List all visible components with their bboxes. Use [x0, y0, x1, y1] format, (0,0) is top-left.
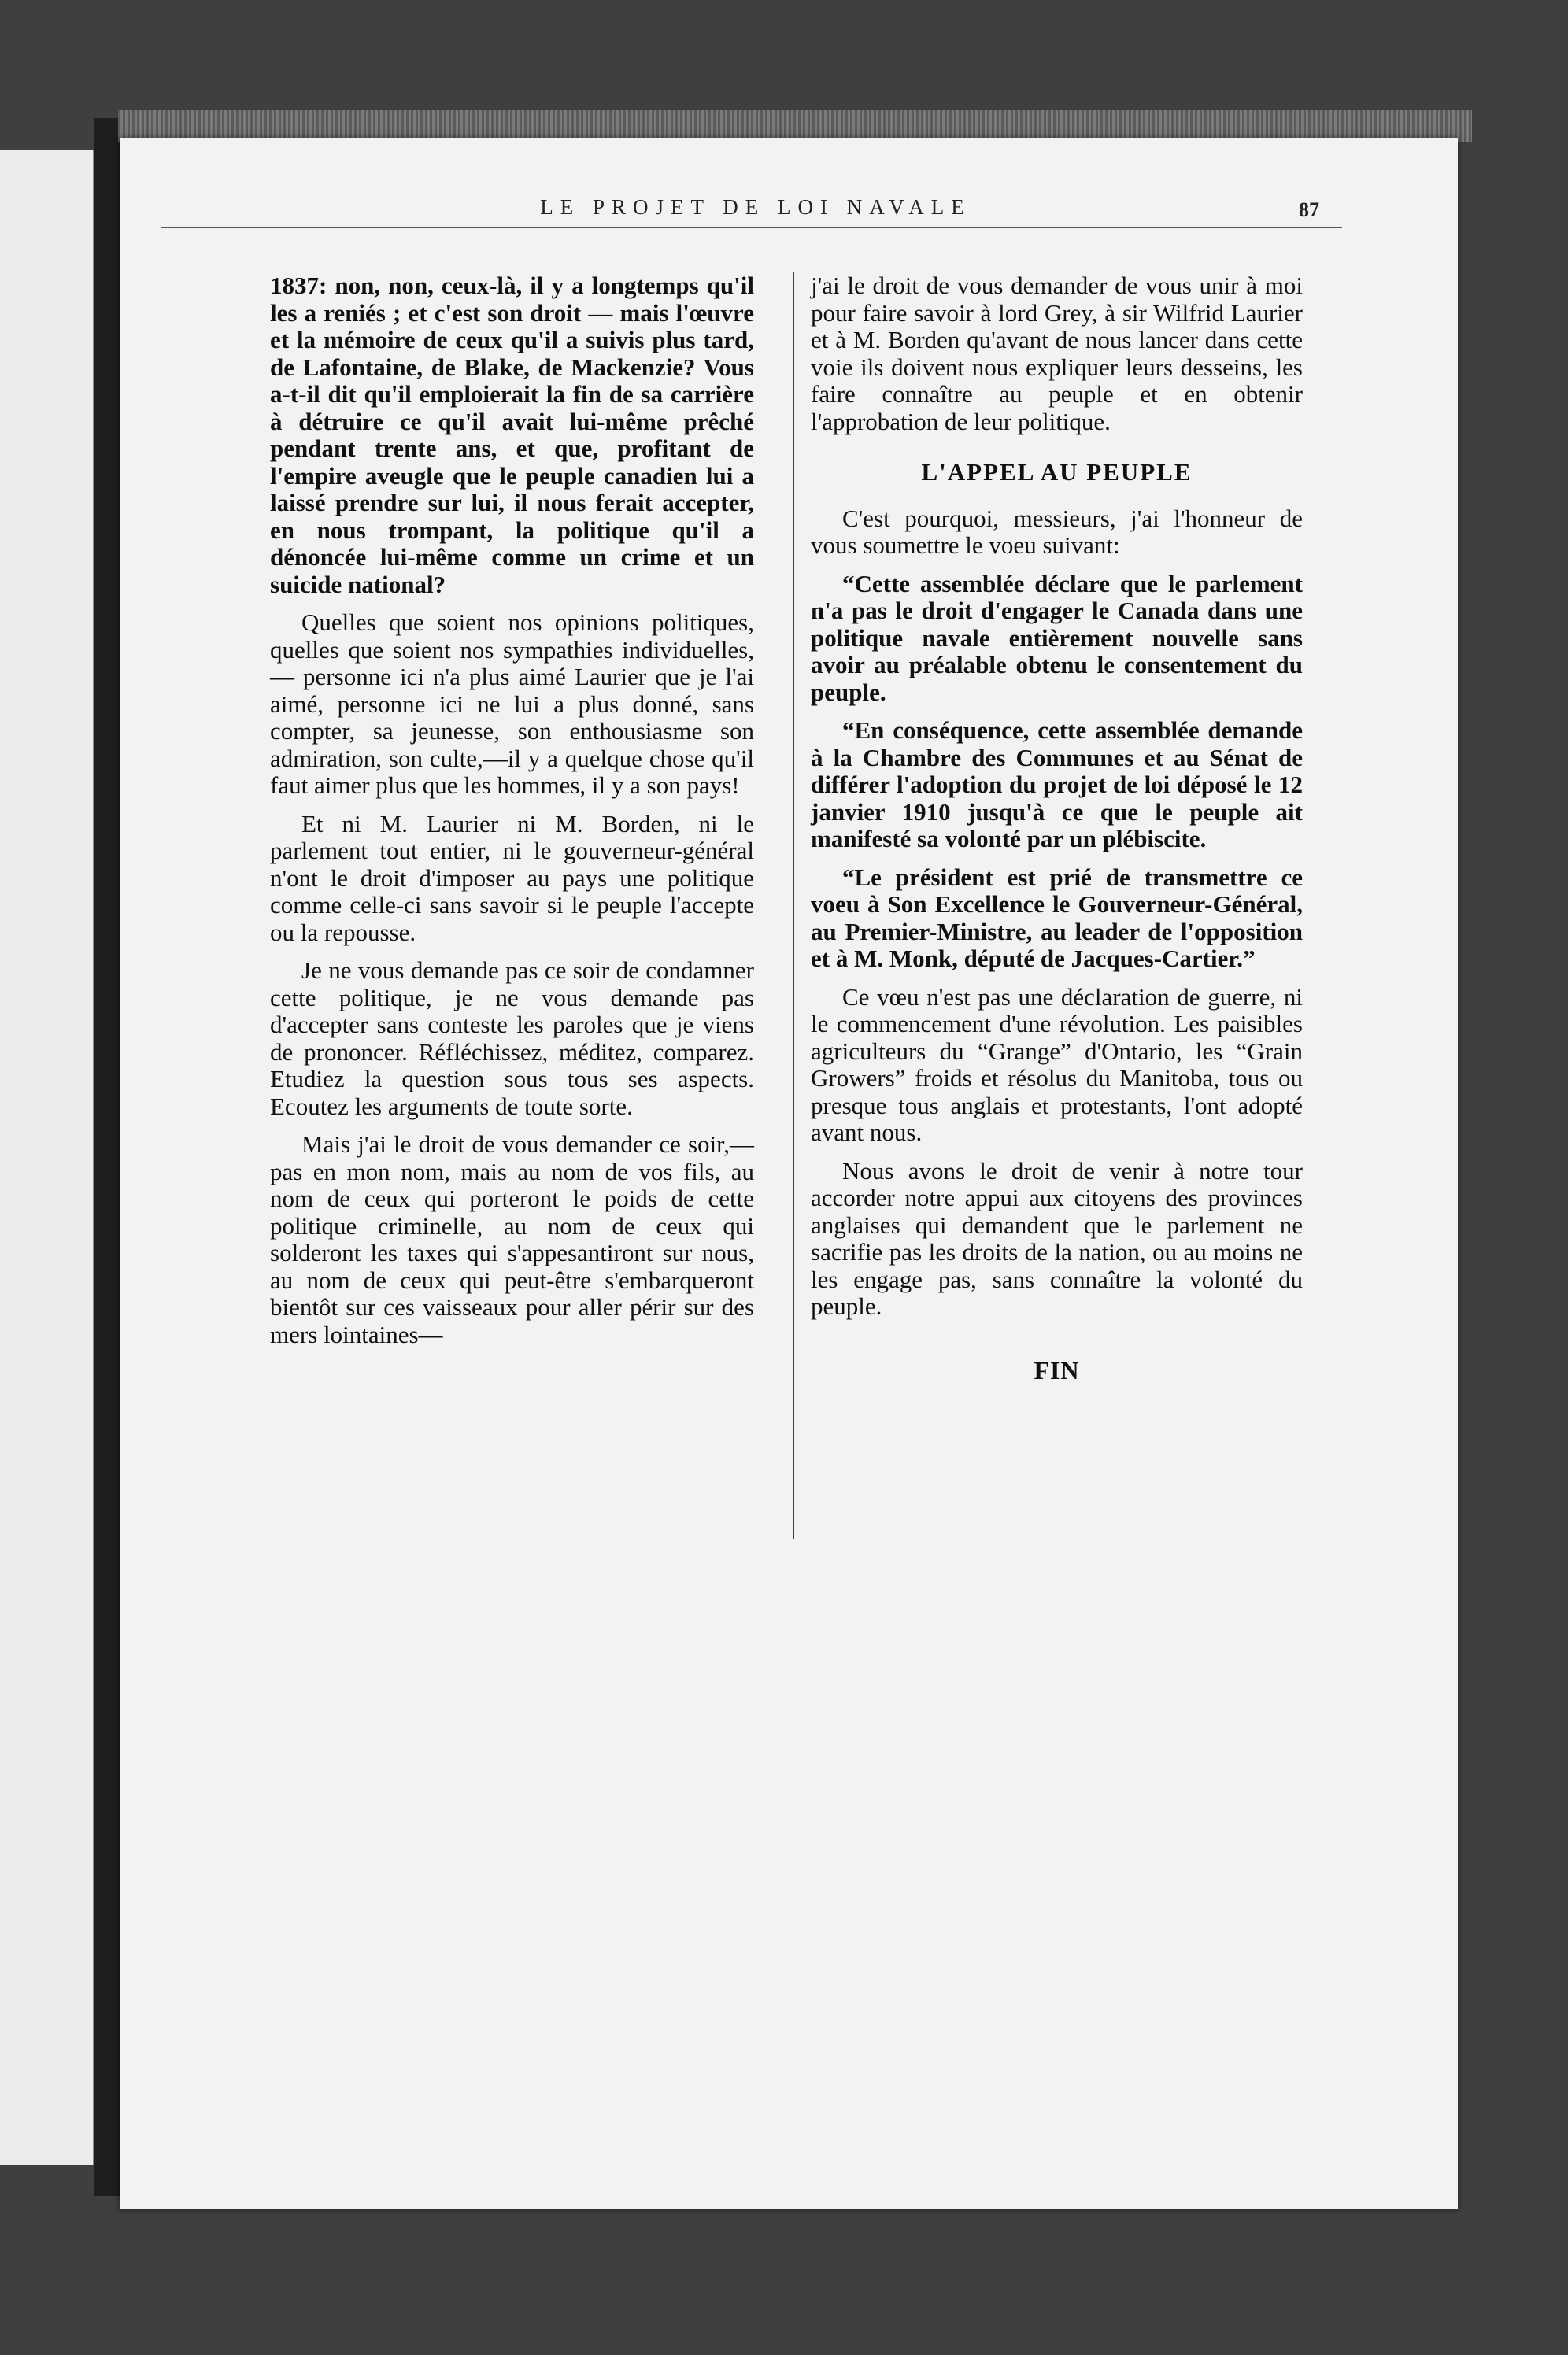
resolution-paragraph: “Le président est prié de transmettre ce voeu à Son Excellence le Gouverneur-Général, au Premier-Ministre, au leader de l'opposition et à M. Monk, député de Jacques-Cartier.” — [811, 863, 1303, 972]
paragraph: Je ne vous demande pas ce soir de condamner cette politique, je ne vous demande pas d'accepter sans conteste les paroles que je viens de prononcer. Réfléchissez, méditez, comparez. Etudiez la question sous tous ses aspects. Ecoutez les arguments de toute sorte. — [270, 956, 754, 1120]
paragraph: Ce vœu n'est pas une déclaration de guerre, ni le commencement d'une révolution. Les paisibles agriculteurs du “Grange” d'Ontario, les “Grain Growers” froids et résolus du Manitoba, tous ou presque tous anglais et protestants, l'ont adopté avant nous. — [811, 982, 1303, 1146]
header-rule — [161, 227, 1342, 228]
end-mark: FIN — [1034, 1355, 1080, 1385]
resolution-paragraph: “Cette assemblée déclare que le parlement n'a pas le droit d'engager le Canada dans une politique navale entièrement nouvelle sans avoir au préalable obtenu le consentement du peuple. — [811, 569, 1303, 706]
resolution-paragraph: “En conséquence, cette assemblée demande à la Chambre des Communes et au Sénat de différer l'adoption du projet de loi déposé le 12 janvier 1910 jusqu'à ce que le peuple ait manifesté sa volonté par un plébiscite. — [811, 716, 1303, 852]
paragraph: C'est pourquoi, messieurs, j'ai l'honneur de vous soumettre le voeu suivant: — [811, 504, 1303, 559]
right-column — [811, 272, 1303, 1384]
left-column — [270, 272, 754, 1359]
paragraph: Nous avons le droit de venir à notre tour accorder notre appui aux citoyens des provinces anglaises qui demandent que le parlement ne sacrifie pas les droits de la nation, ou au moins ne les engage pas, sans connaître la volonté du peuple. — [811, 1156, 1303, 1320]
paragraph: Quelles que soient nos opinions politiques, quelles que soient nos sympathies individuelles, — personne ici n'a plus aimé Laurier que je l'ai aimé, personne ici ne lui a plus donné, sans compter, sa jeunesse, son enthousiasme son admiration, son culte,—il y a quelque chose qu'il faut aimer plus que les hommes, il y a son pays! — [270, 608, 754, 799]
section-title: L'APPEL AU PEUPLE — [921, 458, 1193, 486]
running-title: LE PROJET DE LOI NAVALE — [540, 195, 971, 219]
paragraph: 1837: non, non, ceux-là, il y a longtemps qu'il les a reniés ; et c'est son droit — mais l'œuvre et la mémoire de ceux qu'il a suivis plus tard, de Lafontaine, de Blake, de Mackenzie? Vous a-t-il dit qu'il emploierait la fin de sa carrière à détruire ce qu'il avait lui-même prêché pendant trente ans, et que, profitant de l'empire aveugle que le peuple canadien lui a laissé prendre sur lui, il nous ferait accepter, en nous trompant, la politique qu'il a dénoncée lui-même comme un crime et un suicide national? — [270, 272, 754, 598]
paragraph: Et ni M. Laurier ni M. Borden, ni le parlement tout entier, ni le gouverneur-général n'ont le droit d'imposer au pays une politique comme celle-ci sans savoir si le peuple l'accepte ou la repousse. — [270, 809, 754, 946]
scan-top-strip — [118, 110, 1472, 142]
page-number: 87 — [1299, 198, 1319, 221]
paragraph: Mais j'ai le droit de vous demander ce soir,—pas en mon nom, mais au nom de vos fils, au nom de ceux qui porteront le poids de cette politique criminelle, au nom de ceux qui solderont les taxes qui s'appesantiront sur nous, au nom de ceux qui peut-être s'embarqueront bientôt sur ces vaisseaux pour aller périr sur des mers lointaines— — [270, 1130, 754, 1348]
binding-gutter — [94, 118, 120, 2196]
paragraph: j'ai le droit de vous demander de vous unir à moi pour faire savoir à lord Grey, à sir Wilfrid Laurier et à M. Borden qu'avant de nous lancer dans cette voie ils doivent nous expliquer leurs desseins, les faire connaître au peuple et en obtenir l'approbation de leur politique. — [811, 272, 1303, 435]
previous-page-edge — [0, 150, 94, 2165]
column-divider — [793, 272, 794, 1539]
